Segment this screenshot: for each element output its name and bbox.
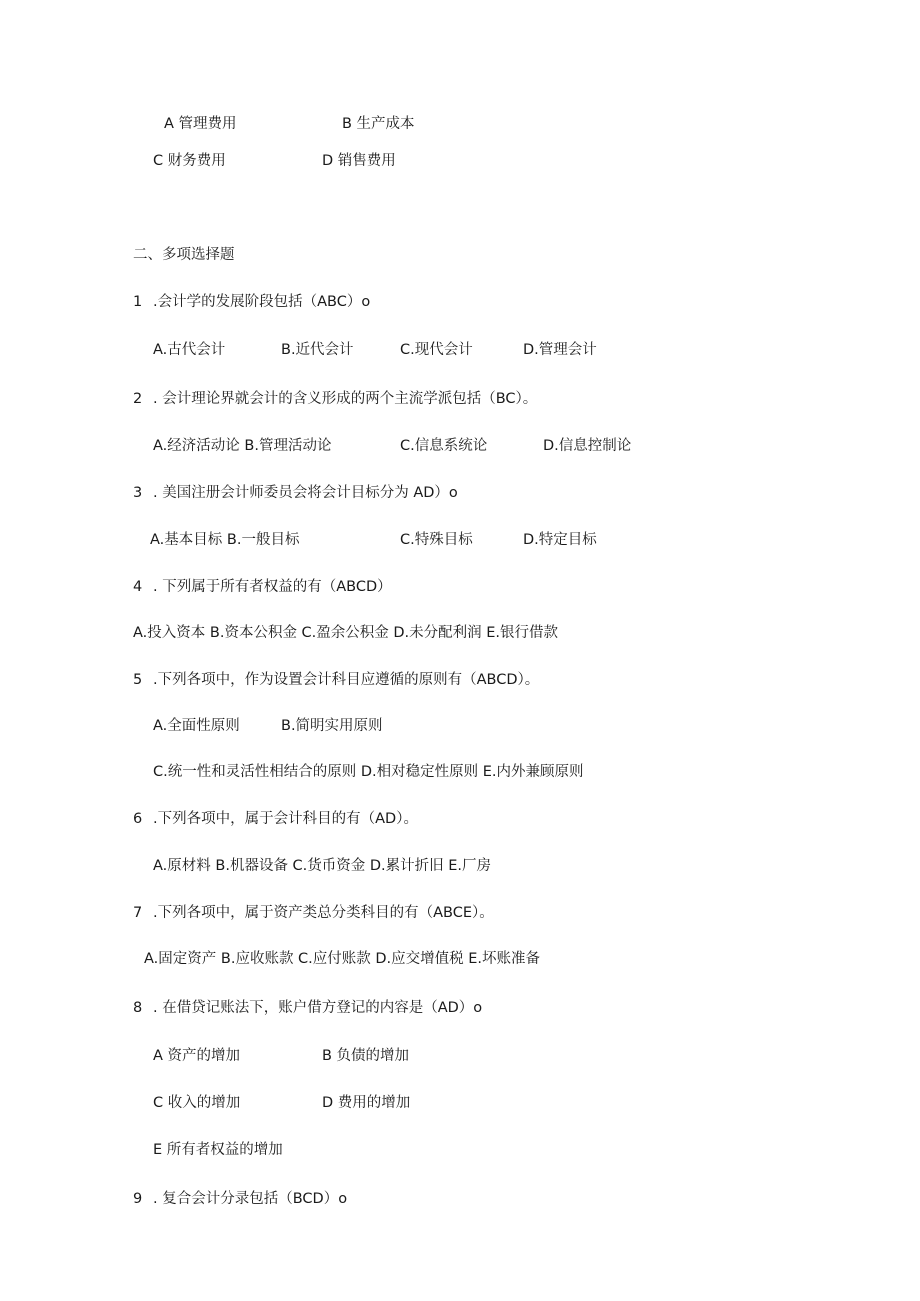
question-5-option-a: A.全面性原则 xyxy=(153,718,240,734)
question-8-stem: . 在借贷记账法下，账户借方登记的内容是（AD）o xyxy=(153,1000,483,1016)
question-5-stem: .下列各项中，作为设置会计科目应遵循的原则有（ABCD）。 xyxy=(153,672,540,688)
question-1-option-d: D.管理会计 xyxy=(523,342,597,358)
question-2-option-d: D.信息控制论 xyxy=(543,438,632,454)
question-8-option-e: E 所有者权益的增加 xyxy=(153,1142,283,1158)
question-1-option-b: B.近代会计 xyxy=(281,342,354,358)
question-1-number: 1 xyxy=(133,294,143,310)
prev-option-d: D 销售费用 xyxy=(322,153,396,169)
question-1-option-c: C.现代会计 xyxy=(400,342,473,358)
question-7-options: A.固定资产 B.应收账款 C.应付账款 D.应交增值税 E.坏账准备 xyxy=(144,951,541,967)
question-5-option-b: B.简明实用原则 xyxy=(281,718,383,734)
question-7-stem: .下列各项中，属于资产类总分类科目的有（ABCE）。 xyxy=(153,905,494,921)
question-2-option-ab: A.经济活动论 B.管理活动论 xyxy=(153,438,332,454)
question-8-option-d: D 费用的增加 xyxy=(322,1095,411,1111)
question-9-number: 9 xyxy=(133,1191,143,1207)
question-3-option-ab: A.基本目标 B.一般目标 xyxy=(150,532,300,548)
question-2-number: 2 xyxy=(133,391,143,407)
question-4-stem: . 下列属于所有者权益的有（ABCD） xyxy=(153,579,392,595)
question-8-option-a: A 资产的增加 xyxy=(153,1048,241,1064)
question-9-stem: . 复合会计分录包括（BCD）o xyxy=(153,1191,348,1207)
question-4-number: 4 xyxy=(133,579,143,595)
question-3-number: 3 xyxy=(133,485,143,501)
question-1-option-a: A.古代会计 xyxy=(153,342,226,358)
question-3-stem: . 美国注册会计师委员会将会计目标分为 AD）o xyxy=(153,485,458,501)
question-6-stem: .下列各项中，属于会计科目的有（AD）。 xyxy=(153,811,418,827)
section-title: 二、多项选择题 xyxy=(133,247,235,263)
question-8-option-c: C 收入的增加 xyxy=(153,1095,241,1111)
question-6-number: 6 xyxy=(133,811,143,827)
question-3-option-c: C.特殊目标 xyxy=(400,532,473,548)
prev-option-c: C 财务费用 xyxy=(153,153,226,169)
question-1-stem: .会计学的发展阶段包括（ABC）o xyxy=(153,294,371,310)
question-5-option-cde: C.统一性和灵活性相结合的原则 D.相对稳定性原则 E.内外兼顾原则 xyxy=(153,764,584,780)
question-3-option-d: D.特定目标 xyxy=(523,532,597,548)
question-2-stem: . 会计理论界就会计的含义形成的两个主流学派包括（BC）。 xyxy=(153,391,538,407)
question-4-options: A.投入资本 B.资本公积金 C.盈余公积金 D.未分配利润 E.银行借款 xyxy=(133,625,559,641)
question-2-option-c: C.信息系统论 xyxy=(400,438,488,454)
question-5-number: 5 xyxy=(133,672,143,688)
prev-option-a: A 管理费用 xyxy=(164,116,237,132)
prev-option-b: B 生产成本 xyxy=(342,116,415,132)
question-8-number: 8 xyxy=(133,1000,143,1016)
question-7-number: 7 xyxy=(133,905,143,921)
question-8-option-b: B 负债的增加 xyxy=(322,1048,410,1064)
question-6-options: A.原材料 B.机器设备 C.货币资金 D.累计折旧 E.厂房 xyxy=(153,858,492,874)
